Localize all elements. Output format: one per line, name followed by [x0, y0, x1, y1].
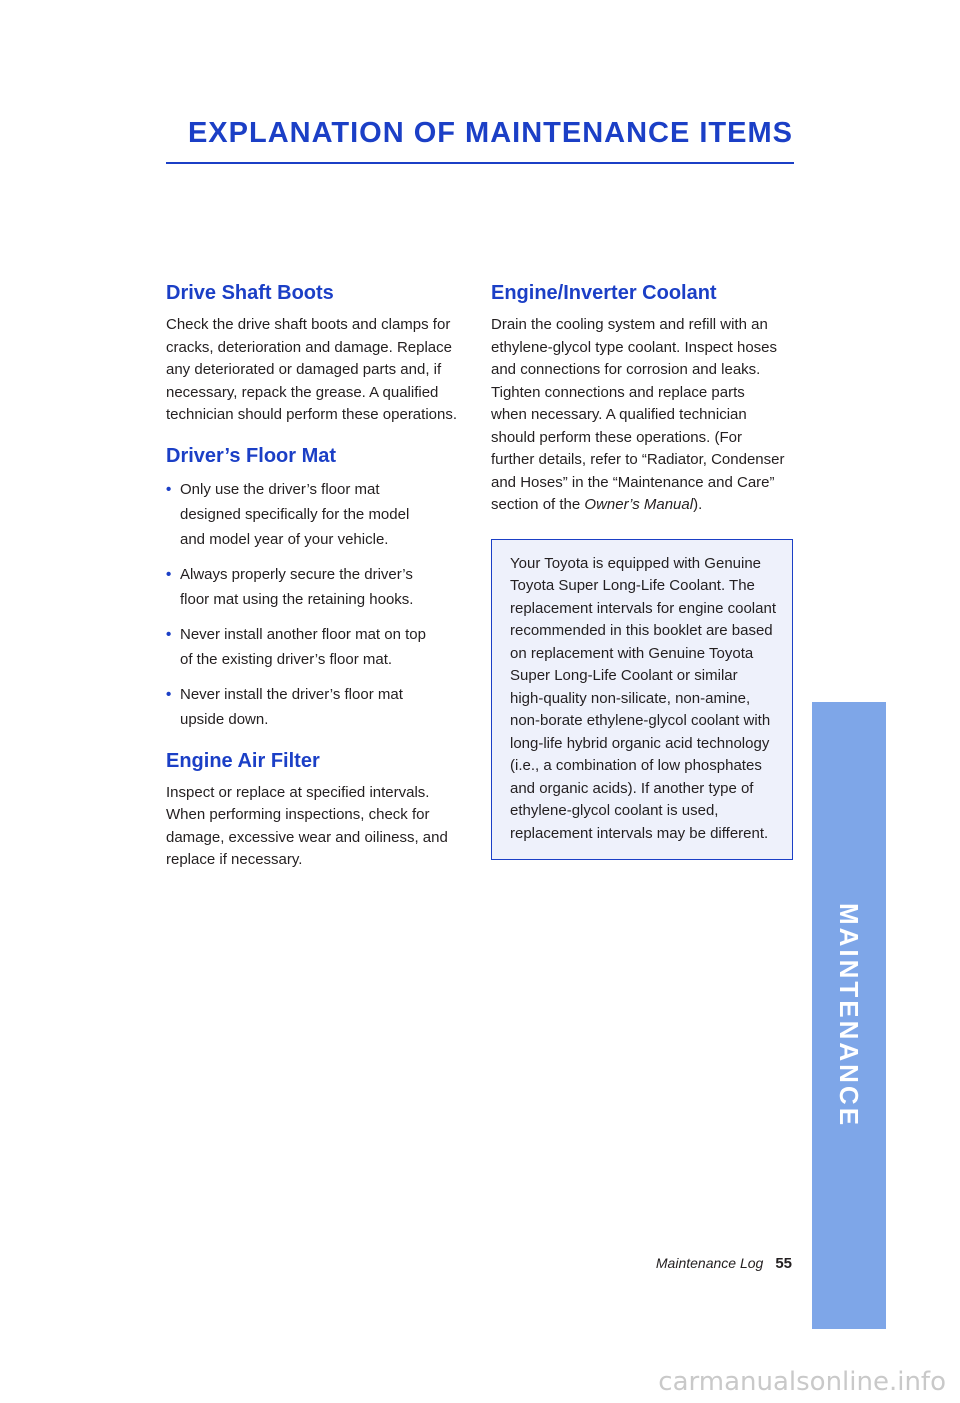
text-line: Inspect or replace at specified intervals.	[166, 783, 430, 801]
text-line: Always properly secure the driver’s	[180, 565, 413, 583]
bullet-icon: •	[166, 480, 172, 498]
coolant-section	[491, 282, 793, 517]
owners-manual-reference: Owner’s Manual	[584, 496, 694, 513]
drive-shaft-boots-text	[166, 314, 461, 427]
text-line: Never install the driver’s floor mat	[180, 685, 403, 703]
bullet-icon: •	[166, 685, 172, 703]
right-column	[491, 282, 793, 860]
coolant-note-box	[491, 539, 793, 861]
text-line: and organic acids). If another type of	[510, 779, 754, 797]
bullet-icon: •	[166, 625, 172, 643]
engine-air-filter-section	[166, 750, 461, 872]
text-line: Super Long-Life Coolant or similar	[510, 667, 738, 684]
text-line: necessary, repack the grease. A qualified	[166, 383, 439, 401]
text-line: technician should perform these operations.	[166, 406, 458, 423]
footer-doc-title: Maintenance Log	[655, 1255, 764, 1271]
page-title: EXPLANATION OF MAINTENANCE ITEMS	[187, 117, 793, 149]
text-line: recommended in this booklet are based	[510, 622, 773, 639]
list-item	[166, 562, 461, 612]
text-line: section of the	[491, 496, 585, 513]
text-line: Never install another floor mat on top	[180, 625, 426, 643]
text-line: of the existing driver’s floor mat.	[180, 650, 393, 668]
text-line: Toyota Super Long-Life Coolant. The	[510, 577, 755, 594]
list-item	[166, 622, 461, 672]
text-line: replacement intervals for engine coolant	[510, 599, 776, 617]
text-line: replacement intervals may be different.	[510, 824, 769, 842]
title-rule	[166, 162, 794, 164]
coolant-note-text	[510, 553, 776, 846]
drive-shaft-boots-heading: Drive Shaft Boots	[166, 282, 334, 304]
side-tab-label-wrap	[812, 702, 886, 1329]
text-line: (i.e., a combination of low phosphates	[510, 757, 762, 774]
page-number: 55	[775, 1255, 792, 1272]
text-line: on replacement with Genuine Toyota	[510, 644, 754, 662]
text-line: non-borate ethylene-glycol coolant with	[510, 712, 771, 729]
text-line: when necessary. A qualified technician	[491, 406, 747, 423]
text-line: cracks, deterioration and damage. Replace	[166, 338, 452, 356]
text-line: any deteriorated or damaged parts and, if	[166, 361, 442, 378]
drive-shaft-boots-section	[166, 282, 461, 427]
section-side-tab	[812, 702, 886, 1329]
text-line: ethylene-glycol type coolant. Inspect hoses	[491, 338, 778, 356]
watermark: carmanualsonline.info	[658, 1367, 946, 1397]
bullet-icon: •	[166, 565, 172, 583]
text-line: further details, refer to “Radiator, Condenser	[491, 451, 785, 468]
engine-air-filter-text	[166, 782, 461, 872]
text-line: Only use the driver’s floor mat	[180, 480, 380, 498]
text-line: Your Toyota is equipped with Genuine	[510, 554, 762, 572]
left-column	[166, 282, 461, 872]
page-footer	[656, 1255, 792, 1272]
text-line: upside down.	[180, 710, 269, 728]
text-line: and Hoses” in the “Maintenance and Care”	[491, 473, 775, 491]
text-line: long-life hybrid organic acid technology	[510, 734, 770, 752]
text-line: designed specifically for the model	[180, 505, 410, 523]
floor-mat-heading: Driver’s Floor Mat	[166, 444, 337, 467]
text-line: and model year of your vehicle.	[180, 530, 389, 548]
text-line: damage, excessive wear and oiliness, and	[166, 828, 448, 846]
floor-mat-bullets	[166, 477, 461, 732]
text-line: When performing inspections, check for	[166, 806, 430, 823]
floor-mat-section	[166, 445, 461, 732]
text-line: high-quality non-silicate, non-amine,	[510, 689, 751, 707]
side-tab-label: MAINTENANCE	[834, 902, 865, 1129]
text-line: replace if necessary.	[166, 851, 303, 868]
text-line: ethylene-glycol coolant is used,	[510, 802, 719, 819]
list-item	[166, 477, 461, 552]
text-line: floor mat using the retaining hooks.	[180, 590, 414, 608]
text-line: and connections for corrosion and leaks.	[491, 361, 761, 378]
coolant-text	[491, 314, 793, 517]
text-line: Check the drive shaft boots and clamps for	[166, 316, 451, 333]
engine-air-filter-heading: Engine Air Filter	[166, 749, 320, 772]
list-item	[166, 682, 461, 732]
text-line: Drain the cooling system and refill with an	[491, 316, 768, 333]
text-line: ).	[693, 496, 703, 513]
text-line: should perform these operations. (For	[491, 428, 742, 446]
text-line: Tighten connections and replace parts	[491, 383, 745, 401]
coolant-heading: Engine/Inverter Coolant	[491, 282, 717, 304]
